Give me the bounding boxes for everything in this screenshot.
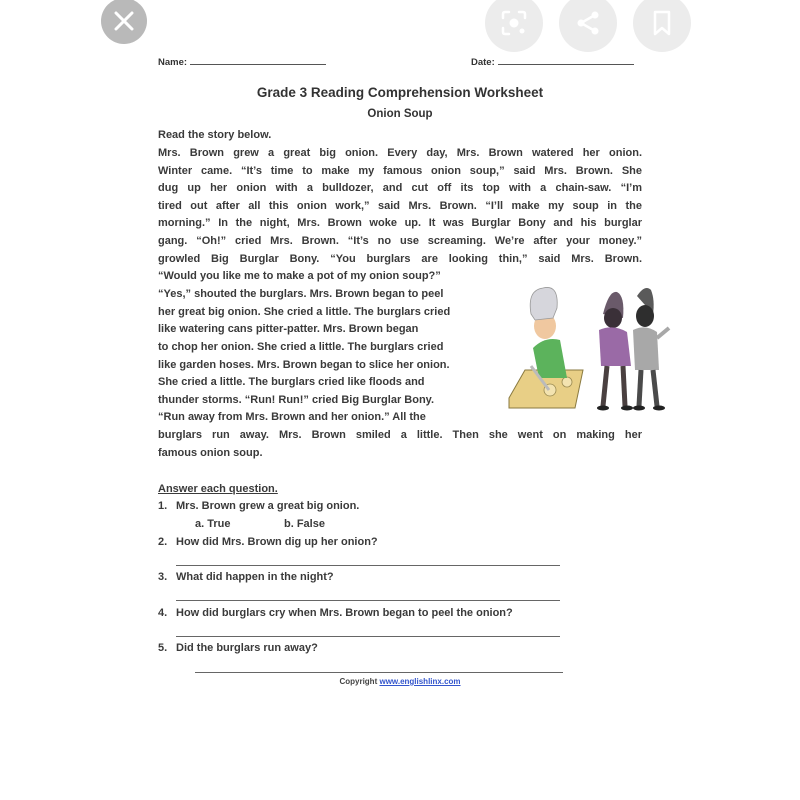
- question-1: [158, 500, 359, 512]
- story-line: gang. “Oh!” cried Mrs. Brown. “It’s no use screaming. We’re after your money.”: [158, 235, 642, 247]
- question-text: How did Mrs. Brown dig up her onion?: [176, 536, 378, 548]
- question-number: 5.: [158, 642, 168, 654]
- option-true: a. True: [195, 518, 231, 530]
- worksheet-title: Grade 3 Reading Comprehension Worksheet: [256, 85, 544, 100]
- story-line: like watering cans pitter-patter. Mrs. Brown began: [158, 323, 419, 335]
- name-label: Name:: [158, 57, 188, 68]
- story-line: growled Big Burglar Bony. “You burglars are looking thin,” said Mrs. Brown.: [158, 253, 642, 265]
- question-text: What did happen in the night?: [176, 571, 334, 583]
- story-line: burglars run away. Mrs. Brown smiled a little. Then she went on making her: [158, 429, 642, 441]
- question-number: 4.: [158, 607, 168, 619]
- answer-line-3: [176, 600, 560, 601]
- answer-line-2: [176, 565, 560, 566]
- story-line: thunder storms. “Run! Run!” cried Big Burglar Bony.: [158, 394, 435, 406]
- story-line: to chop her onion. She cried a little. The burglars cried: [158, 341, 444, 353]
- question-5: [158, 642, 318, 654]
- copyright: [0, 677, 800, 686]
- answer-line-4: [176, 636, 560, 637]
- story-line: Mrs. Brown grew a great big onion. Every day, Mrs. Brown watered her onion.: [158, 147, 642, 159]
- date-field: [471, 57, 634, 68]
- story-line: like garden hoses. Mrs. Brown began to slice her onion.: [158, 359, 450, 371]
- story-illustration: [505, 278, 675, 416]
- option-false: b. False: [284, 518, 325, 530]
- story-line: famous onion soup.: [158, 447, 263, 459]
- question-number: 3.: [158, 571, 168, 583]
- name-field: [158, 57, 326, 68]
- date-blank-line: [498, 63, 634, 65]
- story-line: morning.” In the night, Mrs. Brown woke up. It was Burglar Bony and his burglar: [158, 217, 642, 229]
- story-line: She cried a little. The burglars cried like floods and: [158, 376, 425, 388]
- answer-line-5: [195, 672, 563, 673]
- story-line: dug up her onion with a bulldozer, and cut off its top with a chain-saw. “I’m: [158, 182, 642, 194]
- story-line: tired out after all this onion work,” said Mrs. Brown. “I’ll make my soup in the: [158, 200, 642, 212]
- story-line: her great big onion. She cried a little. The burglars cried: [158, 306, 451, 318]
- question-text: Mrs. Brown grew a great big onion.: [176, 500, 360, 512]
- story-line: “Yes,” shouted the burglars. Mrs. Brown began to peel: [158, 288, 444, 300]
- questions-heading: Answer each question.: [158, 483, 278, 495]
- question-text: Did the burglars run away?: [176, 642, 318, 654]
- story-line: “Run away from Mrs. Brown and her onion.” All the: [158, 411, 426, 423]
- copyright-label: Copyright: [339, 677, 378, 686]
- name-blank-line: [190, 63, 326, 65]
- date-label: Date:: [471, 57, 495, 68]
- question-number: 2.: [158, 536, 168, 548]
- question-4: [158, 607, 513, 619]
- question-2: [158, 536, 378, 548]
- story-title: Onion Soup: [367, 108, 433, 120]
- question-3: [158, 571, 334, 583]
- question-number: 1.: [158, 500, 168, 512]
- story-line: Winter came. “It’s time to make my famous onion soup,” said Mrs. Brown. She: [158, 165, 642, 177]
- instructions: Read the story below.: [158, 129, 272, 141]
- question-text: How did burglars cry when Mrs. Brown began to peel the onion?: [176, 607, 513, 619]
- copyright-link[interactable]: www.englishlinx.com: [379, 677, 461, 686]
- story-line: “Would you like me to make a pot of my onion soup?”: [158, 270, 441, 282]
